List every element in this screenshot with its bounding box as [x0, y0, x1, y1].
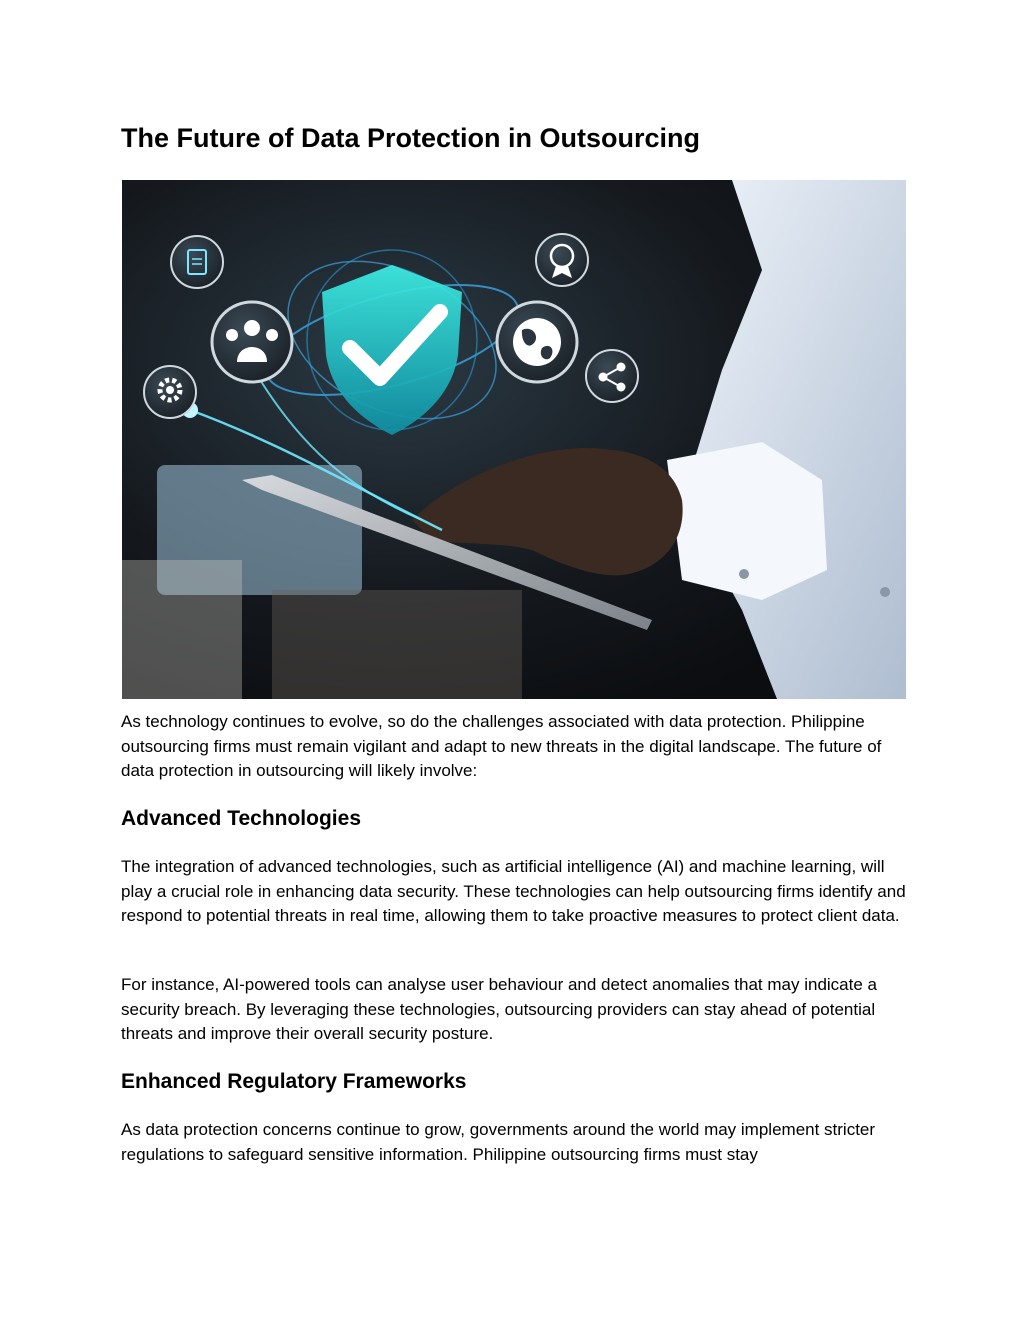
intro-paragraph: As technology continues to evolve, so do the challenges associated with data protection. Philippine outsourcing firms must remain vigilant and adapt to new threats in the digital landscape. The future of data protection in outsourcing will likely involve:	[121, 712, 882, 780]
document-icon	[171, 236, 223, 288]
section-paragraph: The integration of advanced technologies, such as artificial intelligence (AI) and machine learning, will play a crucial role in enhancing data security. These technologies can help outsourcing firms identify and respond to potential threats in real time, allowing them to take proactive measures to protect client data.	[121, 857, 906, 925]
globe-icon	[497, 302, 577, 382]
gear-icon	[144, 366, 196, 418]
award-badge-icon	[536, 234, 588, 286]
section-paragraph: As data protection concerns continue to grow, governments around the world may implement stricter regulations to safeguard sensitive information. Philippine outsourcing firms must stay	[121, 1120, 876, 1164]
section-heading-advanced-technologies: Advanced Technologies	[121, 807, 361, 830]
team-icon	[212, 302, 292, 382]
section-heading-enhanced-regulatory-frameworks: Enhanced Regulatory Frameworks	[121, 1070, 467, 1093]
hero-image	[122, 180, 906, 699]
page-title: The Future of Data Protection in Outsourcing	[121, 123, 701, 153]
share-icon	[586, 350, 638, 402]
section-paragraph: For instance, AI-powered tools can analyse user behaviour and detect anomalies that may indicate a security breach. By leveraging these technologies, outsourcing providers can stay ahead of potential threats and improve their overall security posture.	[121, 975, 877, 1043]
